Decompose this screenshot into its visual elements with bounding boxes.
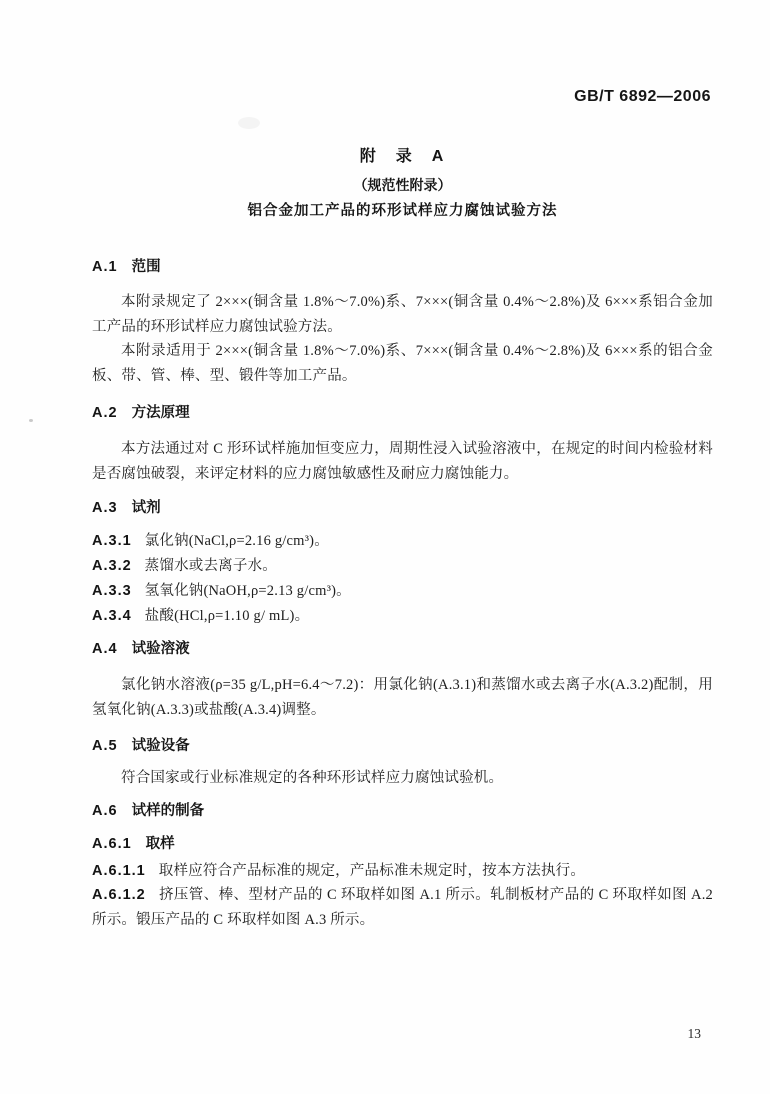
standard-number: GB/T 6892—2006 — [574, 88, 711, 105]
section-number: A.6 — [92, 802, 118, 819]
section-number: A.2 — [92, 405, 118, 421]
page-number: 13 — [687, 1026, 701, 1041]
section-a6-heading — [92, 801, 713, 821]
section-a1-heading — [92, 257, 713, 277]
section-number: A.1 — [92, 259, 118, 275]
clause-number: A.3.1 — [92, 533, 132, 549]
section-title: 试剂 — [131, 500, 161, 516]
clause-number: A.3.3 — [92, 583, 132, 599]
section-title: 试验设备 — [131, 738, 190, 754]
page-content — [92, 0, 713, 932]
clause-a3-2 — [92, 554, 713, 579]
subsection-title: 取样 — [145, 835, 175, 852]
section-number: A.5 — [92, 738, 118, 754]
section-a3-heading — [92, 498, 713, 518]
appendix-name: 铝合金加工产品的环形试样应力腐蚀试验方法 — [247, 203, 558, 219]
clause-text: 蒸馏水或去离子水。 — [144, 558, 277, 574]
clause-number: A.6.1.2 — [92, 887, 146, 903]
paragraph-a2-1: 本方法通过对 C 形环试样施加恒变应力，周期性浸入试验溶液中，在规定的时间内检验材料是否腐蚀破裂，来评定材料的应力腐蚀敏感性及耐应力腐蚀能力。 — [92, 441, 713, 482]
section-number: A.4 — [92, 641, 118, 657]
clause-text: 挤压管、棒、型材产品的 C 环取样如图 A.1 所示。轧制板材产品的 C 环取样如图 A.2 所示。锻压产品的 C 环取样如图 A.3 所示。 — [92, 887, 713, 928]
clause-a6-1-1 — [92, 859, 713, 884]
section-number: A.3 — [92, 500, 118, 516]
clause-text: 取样应符合产品标准的规定，产品标准未规定时，按本方法执行。 — [158, 862, 586, 879]
clause-a3-3 — [92, 579, 713, 604]
subsection-number: A.6.1 — [92, 835, 132, 852]
section-title: 方法原理 — [131, 405, 190, 421]
section-title: 范围 — [131, 259, 161, 275]
section-a5-heading — [92, 736, 713, 756]
appendix-title-block — [92, 147, 713, 221]
clause-text: 氢氧化钠(NaOH,ρ=2.13 g/cm³)。 — [144, 583, 351, 599]
paragraph-a5-1: 符合国家或行业标准规定的各种环形试样应力腐蚀试验机。 — [121, 770, 504, 786]
section-a4-heading — [92, 639, 713, 659]
paragraph-a1-1: 本附录规定了 2×××(铜含量 1.8%～7.0%)系、7×××(铜含量 0.4%～2.8%)及 6×××系铝合金加工产品的环形试样应力腐蚀试验方法。 — [92, 294, 713, 335]
scan-speck — [29, 419, 33, 422]
clause-number: A.6.1.1 — [92, 862, 146, 879]
clause-text: 盐酸(HCl,ρ=1.10 g/ mL)。 — [144, 608, 310, 624]
section-title: 试样的制备 — [131, 802, 205, 819]
clause-a6-1-2 — [92, 883, 713, 932]
clause-a3-4 — [92, 604, 713, 629]
section-a61-heading — [92, 834, 713, 854]
clause-number: A.3.2 — [92, 558, 132, 574]
appendix-title: 附 录 A — [359, 148, 446, 165]
paragraph-a4-1: 氯化钠水溶液(ρ=35 g/L,pH=6.4～7.2)：用氯化钠(A.3.1)和蒸馏水或去离子水(A.3.2)配制，用氢氧化钠(A.3.3)或盐酸(A.3.4)调整。 — [92, 677, 713, 718]
appendix-subtitle: （规范性附录） — [353, 177, 452, 193]
clause-a3-1 — [92, 529, 713, 554]
section-title: 试验溶液 — [131, 641, 190, 657]
clause-text: 氯化钠(NaCl,ρ=2.16 g/cm³)。 — [144, 533, 329, 549]
clause-number: A.3.4 — [92, 608, 132, 624]
paragraph-a1-2: 本附录适用于 2×××(铜含量 1.8%～7.0%)系、7×××(铜含量 0.4%～2.8%)及 6×××系的铝合金板、带、管、棒、型、锻件等加工产品。 — [92, 343, 713, 384]
section-a2-heading — [92, 403, 713, 423]
